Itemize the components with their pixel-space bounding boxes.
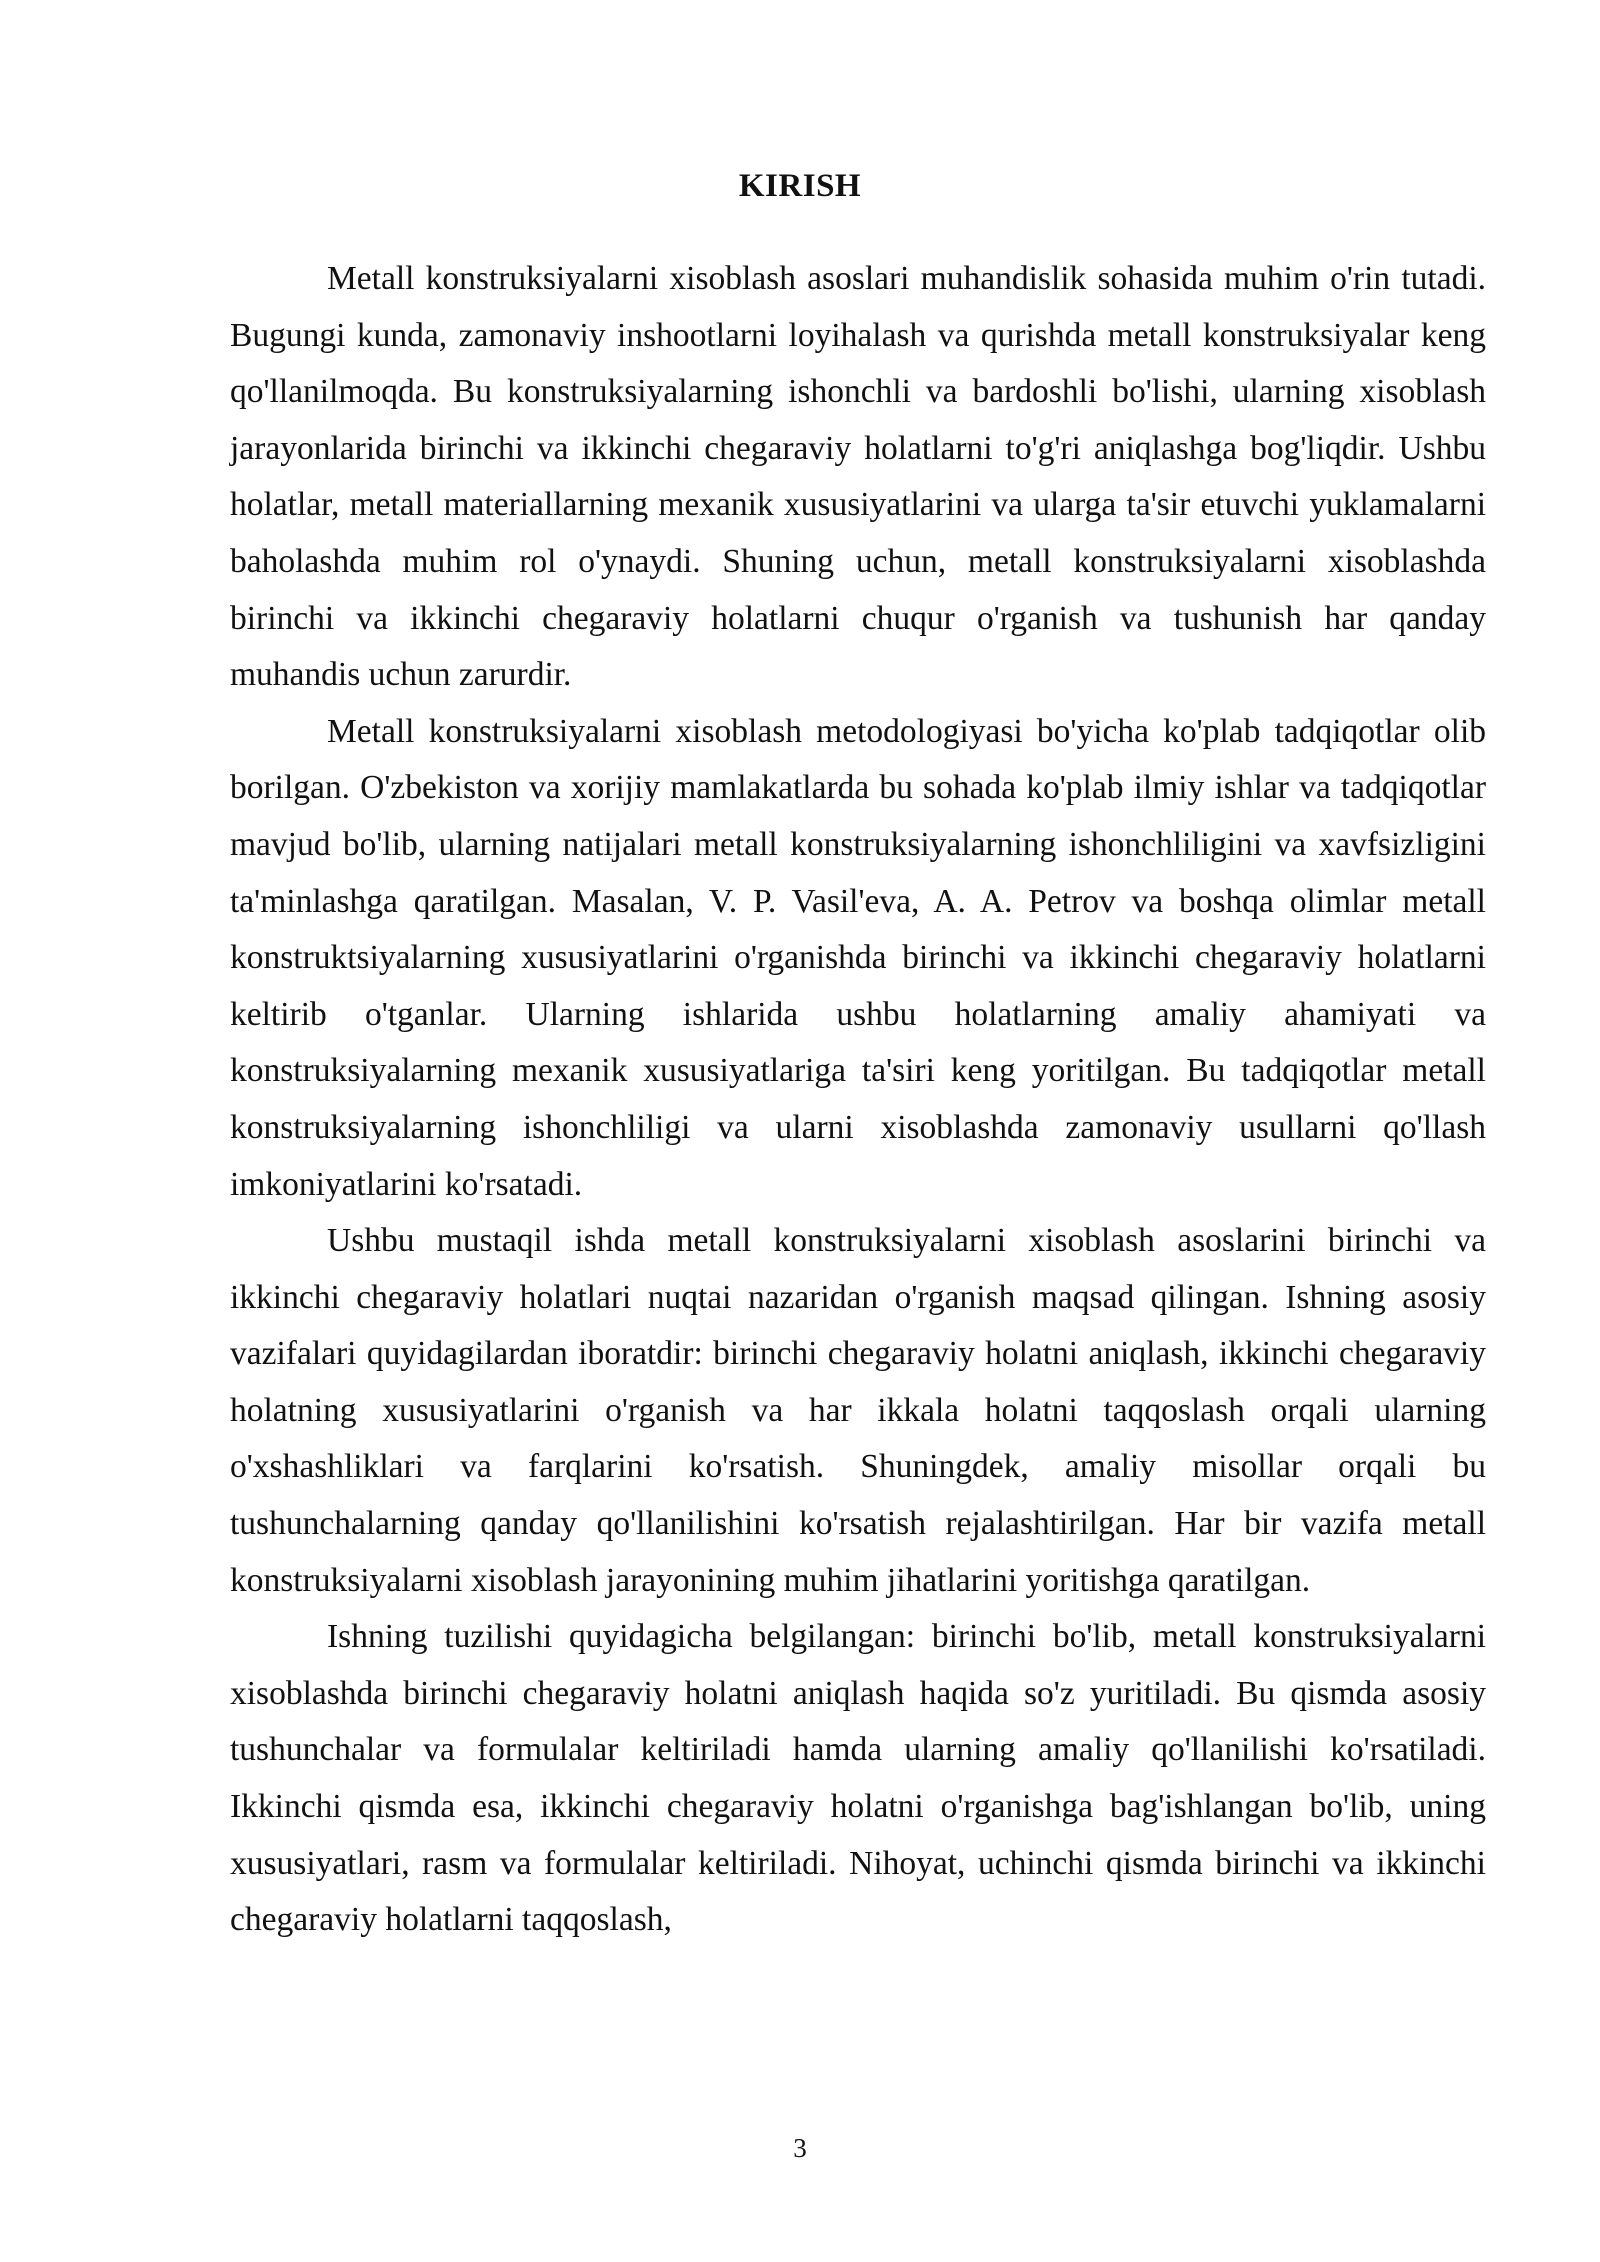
body-text [230,251,1486,1949]
paragraph: Metall konstruksiyalarni xisoblash asoslari muhandislik sohasida muhim o'rin tutadi. Bugungi kunda, zamonaviy inshootlarni loyihalash va qurishda metall konstruksiyalar keng qo'llanilmoqda. Bu konstruksiyalarning ishonchli va bardoshli bo'lishi, ularning xisoblash jarayonlarida birinchi va ikkinchi chegaraviy holatlarni to'g'ri aniqlashga bog'liqdir. Ushbu holatlar, metall materiallarning mexanik xususiyatlarini va ularga ta'sir etuvchi yuklamalarni baholashda muhim rol o'ynaydi. Shuning uchun, metall konstruksiyalarni xisoblashda birinchi va ikkinchi chegaraviy holatlarni chuqur o'rganish va tushunish har qanday muhandis uchun zarurdir. [230,260,1486,694]
page-number: 3 [793,2133,807,2163]
section-title: KIRISH [738,168,862,204]
paragraph: Ushbu mustaqil ishda metall konstruksiyalarni xisoblash asoslarini birinchi va ikkinchi chegaraviy holatlari nuqtai nazaridan o'rganish maqsad qilingan. Ishning asosiy vazifalari quyidagilardan iboratdir: birinchi chegaraviy holatni aniqlash, ikkinchi chegaraviy holatning xususiyatlarini o'rganish va har ikkala holatni taqqoslash orqali ularning o'xshashliklari va farqlarini ko'rsatish. Shuningdek, amaliy misollar orqali bu tushunchalarning qanday qo'llanilishini ko'rsatish rejalashtirilgan. Har bir vazifa metall konstruksiyalarni xisoblash jarayonining muhim jihatlarini yoritishga qaratilgan. [230,1222,1486,1599]
paragraph: Metall konstruksiyalarni xisoblash metodologiyasi bo'yicha ko'plab tadqiqotlar olib borilgan. O'zbekiston va xorijiy mamlakatlarda bu sohada ko'plab ilmiy ishlar va tadqiqotlar mavjud bo'lib, ularning natijalari metall konstruksiyalarning ishonchliligini va xavfsizligini ta'minlashga qaratilgan. Masalan, V. P. Vasil'eva, A. A. Petrov va boshqa olimlar metall konstruktsiyalarning xususiyatlarini o'rganishda birinchi va ikkinchi chegaraviy holatlarni keltirib o'tganlar. Ularning ishlarida ushbu holatlarning amaliy ahamiyati va konstruksiyalarning mexanik xususiyatlariga ta'siri keng yoritilgan. Bu tadqiqotlar metall konstruksiyalarning ishonchliligi va ularni xisoblashda zamonaviy usullarni qo'llash imkoniyatlarini ko'rsatadi. [230,712,1486,1203]
paragraph: Ishning tuzilishi quyidagicha belgilangan: birinchi bo'lib, metall konstruksiyalarni xisoblashda birinchi chegaraviy holatni aniqlash haqida so'z yuritiladi. Bu qismda asosiy tushunchalar va formulalar keltiriladi hamda ularning amaliy qo'llanilishi ko'rsatiladi. Ikkinchi qismda esa, ikkinchi chegaraviy holatni o'rganishga bag'ishlangan bo'lib, uning xususiyatlari, rasm va formulalar keltiriladi. Nihoyat, uchinchi qismda birinchi va ikkinchi chegaraviy holatlarni taqqoslash, [230,1618,1486,1939]
